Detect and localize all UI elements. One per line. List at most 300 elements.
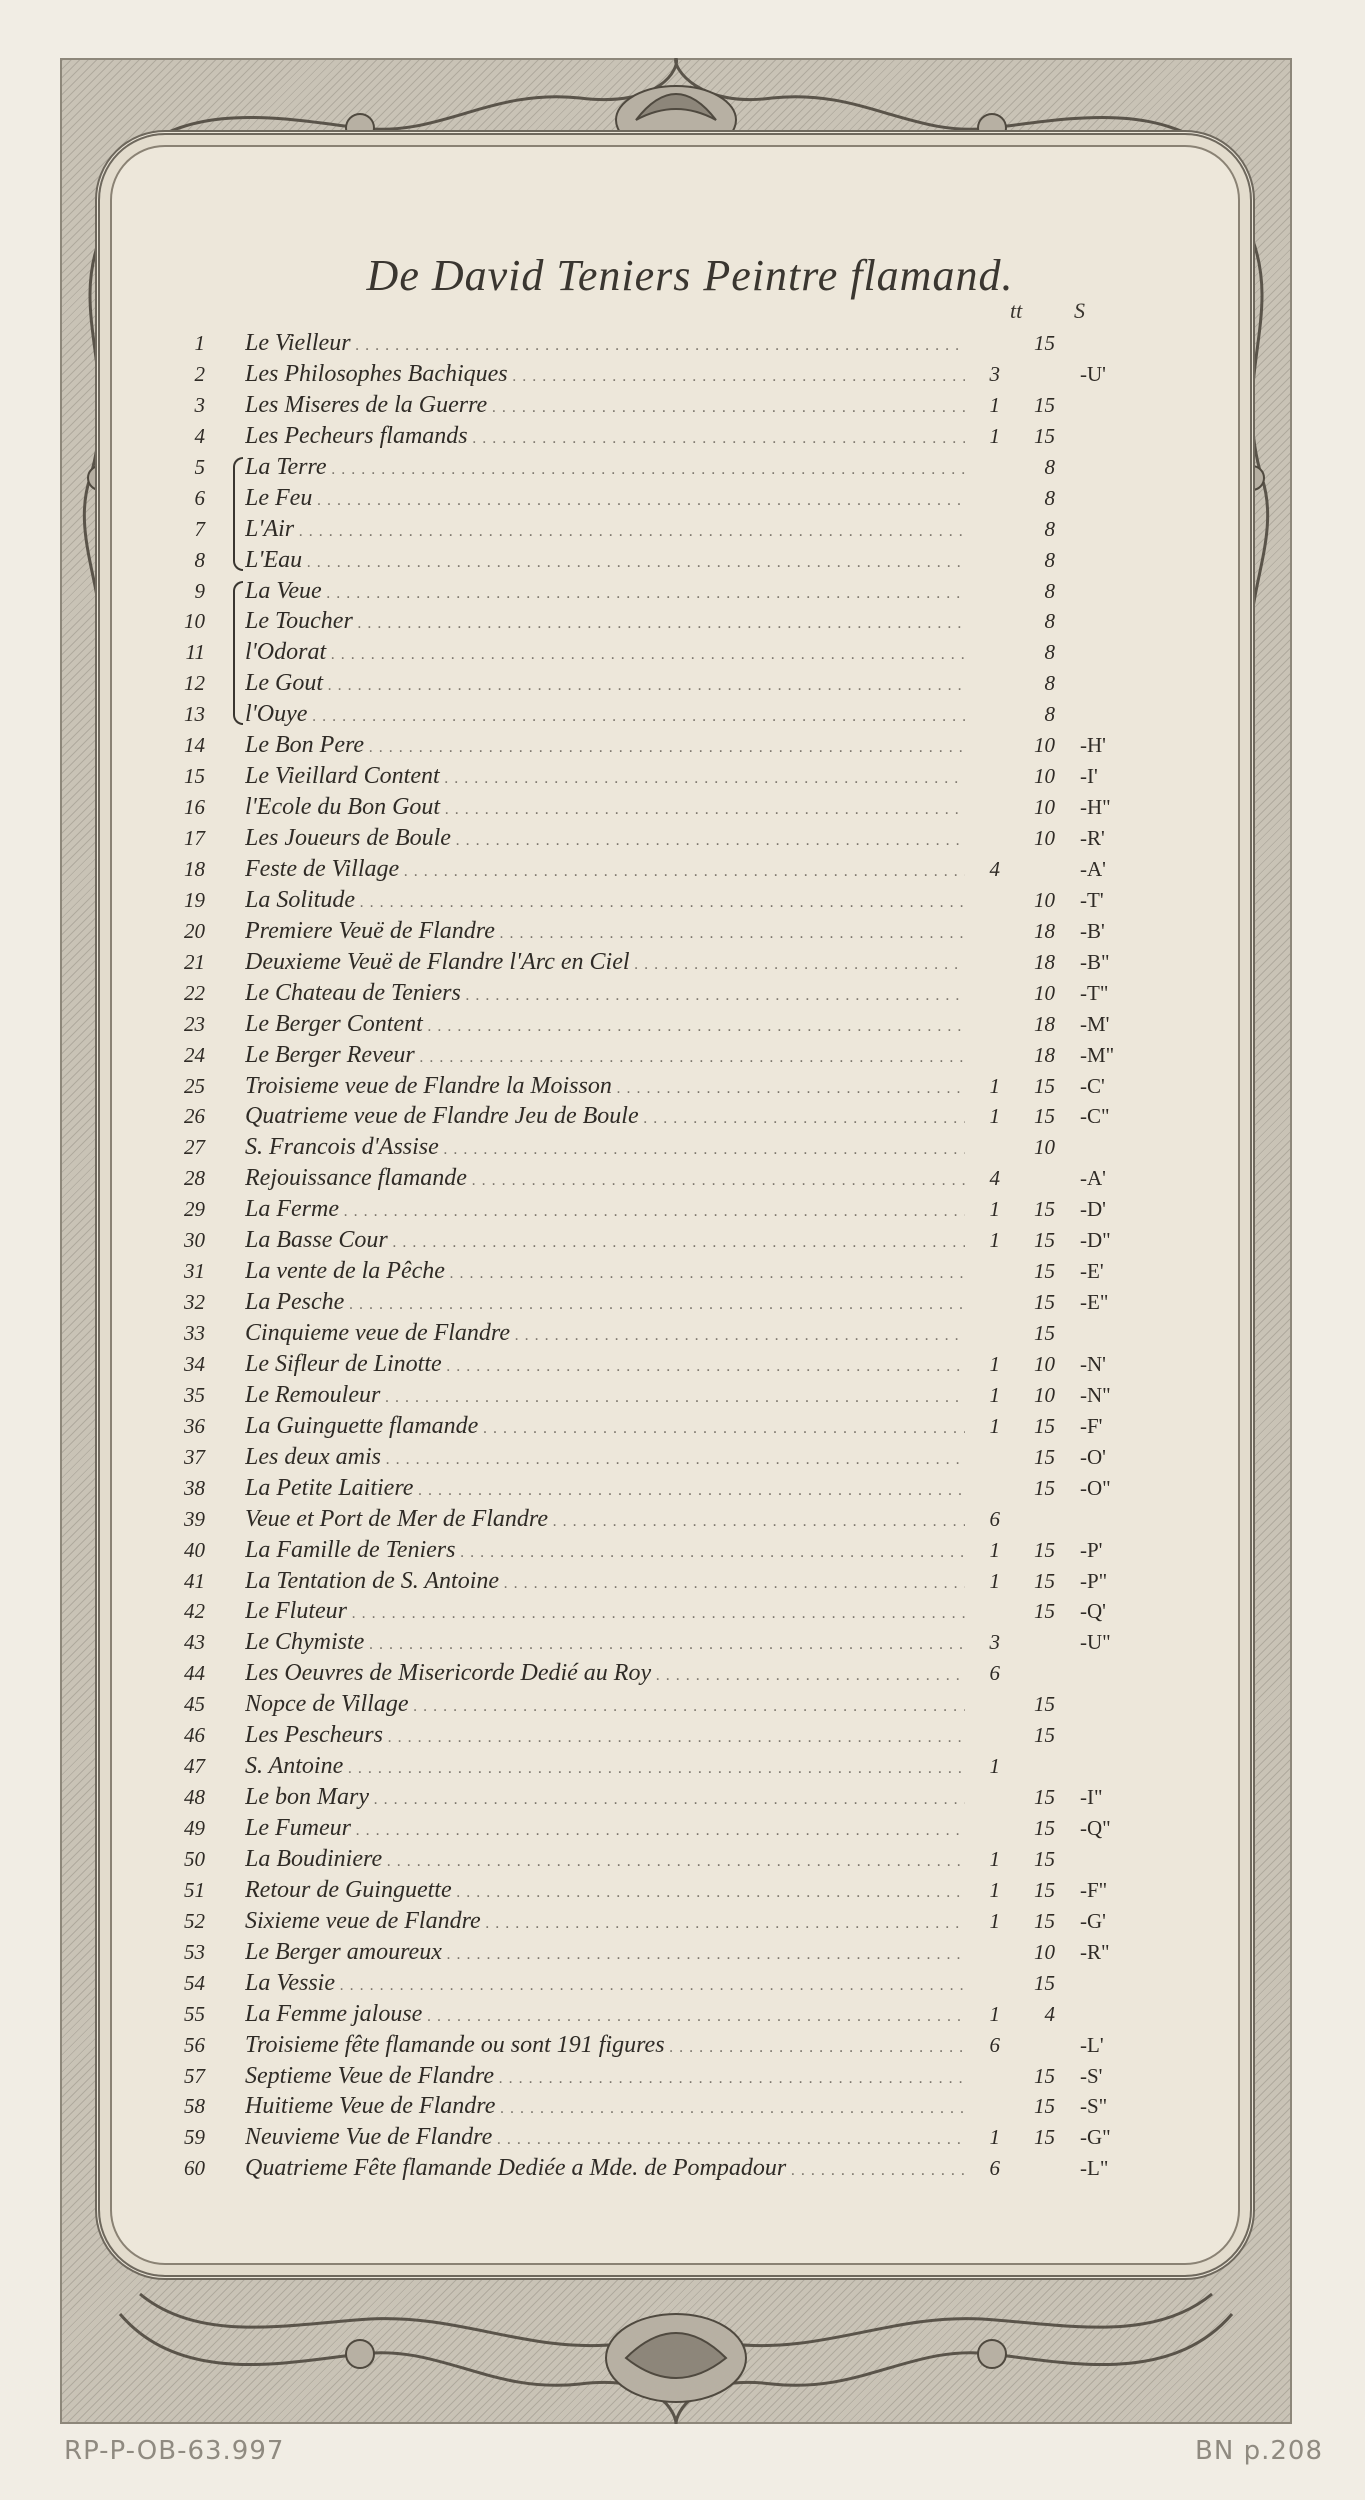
item-title: Les Philosophes Bachiques . . . — [245, 359, 965, 393]
item-title: Le Fumeur . . . — [245, 1813, 965, 1847]
item-title: La Boudiniere . . . — [245, 1844, 965, 1878]
list-item — [145, 637, 1155, 668]
list-item — [145, 1318, 1155, 1349]
item-number: 32 — [184, 1290, 205, 1315]
item-plate-mark: -H" — [1080, 795, 1111, 820]
item-price-sous: 15 — [1034, 1846, 1055, 1871]
group-brace — [233, 457, 243, 571]
item-title: Retour de Guinguette . . . — [245, 1875, 965, 1909]
item-number: 59 — [184, 2125, 205, 2150]
item-title: Le Berger amoureux . . . — [245, 1937, 965, 1971]
item-plate-mark: -U' — [1080, 361, 1106, 386]
item-title: L'Air . . . — [245, 514, 965, 548]
item-title: Le Toucher . . . — [245, 606, 965, 640]
list-item — [145, 699, 1155, 730]
item-title: Quatrieme veue de Flandre Jeu de Boule . . . — [245, 1101, 965, 1135]
item-number: 11 — [185, 640, 205, 665]
item-price-sous: 8 — [1044, 640, 1055, 665]
list-item — [145, 668, 1155, 699]
list-item — [145, 1380, 1155, 1411]
item-number: 40 — [184, 1537, 205, 1562]
item-number: 25 — [184, 1073, 205, 1098]
list-item — [145, 1473, 1155, 1504]
item-price-sous: 15 — [1034, 1475, 1055, 1500]
list-item — [145, 1937, 1155, 1968]
item-price-sous: 15 — [1034, 1785, 1055, 1810]
item-number: 58 — [184, 2094, 205, 2119]
item-title: Le Vielleur . . . — [245, 328, 965, 362]
item-price-livres: 1 — [989, 1754, 1000, 1779]
list-item — [145, 1225, 1155, 1256]
item-price-livres: 1 — [989, 1197, 1000, 1222]
item-title: Le Berger Reveur . . . — [245, 1040, 965, 1074]
item-title: S. Francois d'Assise . . . — [245, 1132, 965, 1166]
catalogue-reference: BN p.208 — [1195, 2436, 1323, 2466]
item-number: 14 — [184, 733, 205, 758]
item-price-sous: 8 — [1044, 485, 1055, 510]
item-plate-mark: -I" — [1080, 1785, 1103, 1810]
list-item — [145, 2122, 1155, 2153]
item-price-livres: 6 — [989, 2156, 1000, 2181]
item-price-sous: 15 — [1034, 1073, 1055, 1098]
list-item — [145, 452, 1155, 483]
item-plate-mark: -F" — [1080, 1877, 1108, 1902]
item-title: Le bon Mary . . . — [245, 1782, 965, 1816]
item-price-sous: 15 — [1034, 2125, 1055, 2150]
item-title: La Ferme . . . — [245, 1194, 965, 1228]
item-number: 36 — [184, 1413, 205, 1438]
item-title: Le Sifleur de Linotte . . . — [245, 1349, 965, 1383]
item-price-livres: 3 — [989, 1630, 1000, 1655]
item-price-livres: 1 — [989, 2001, 1000, 2026]
list-item — [145, 947, 1155, 978]
list-item — [145, 1504, 1155, 1535]
item-price-sous: 15 — [1034, 1197, 1055, 1222]
item-title: La Vessie . . . — [245, 1968, 965, 2002]
item-number: 28 — [184, 1166, 205, 1191]
inventory-number: RP-P-OB-63.997 — [64, 2436, 285, 2466]
item-number: 55 — [184, 2001, 205, 2026]
list-item — [145, 1875, 1155, 1906]
item-title: Les Pecheurs flamands . . . — [245, 421, 965, 455]
item-price-sous: 8 — [1044, 702, 1055, 727]
item-price-sous: 15 — [1034, 2094, 1055, 2119]
item-number: 54 — [184, 1970, 205, 1995]
list-item — [145, 1627, 1155, 1658]
item-price-livres: 1 — [989, 1908, 1000, 1933]
item-title: La Famille de Teniers . . . — [245, 1535, 965, 1569]
list-item — [145, 2061, 1155, 2092]
page-title: De David Teniers Peintre flamand. — [366, 251, 1014, 300]
item-title: Le Berger Content . . . — [245, 1009, 965, 1043]
item-plate-mark: -G" — [1080, 2125, 1111, 2150]
item-number: 52 — [184, 1908, 205, 1933]
item-title: Deuxieme Veuë de Flandre l'Arc en Ciel . . . — [245, 947, 965, 981]
item-title: l'Ouye . . . — [245, 699, 965, 733]
item-price-sous: 15 — [1034, 1444, 1055, 1469]
item-number: 42 — [184, 1599, 205, 1624]
item-title: La Guinguette flamande . . . — [245, 1411, 965, 1445]
item-title: L'Eau . . . — [245, 545, 965, 579]
list-item — [145, 1040, 1155, 1071]
livres-header: tt — [1010, 298, 1023, 323]
item-number: 4 — [194, 423, 205, 448]
list-item — [145, 1813, 1155, 1844]
list-item — [145, 1689, 1155, 1720]
list-item — [145, 606, 1155, 637]
item-price-sous: 8 — [1044, 609, 1055, 634]
item-plate-mark: -L' — [1080, 2032, 1104, 2057]
list-item — [145, 1999, 1155, 2030]
item-price-sous: 18 — [1034, 1011, 1055, 1036]
item-price-livres: 6 — [989, 1661, 1000, 1686]
item-plate-mark: -P' — [1080, 1537, 1103, 1562]
item-price-livres: 1 — [989, 392, 1000, 417]
item-number: 34 — [184, 1351, 205, 1376]
item-price-livres: 4 — [989, 1166, 1000, 1191]
item-price-sous: 15 — [1034, 1599, 1055, 1624]
item-plate-mark: -M' — [1080, 1011, 1110, 1036]
item-price-sous: 15 — [1034, 1692, 1055, 1717]
item-number: 35 — [184, 1382, 205, 1407]
item-number: 44 — [184, 1661, 205, 1686]
item-plate-mark: -D' — [1080, 1197, 1106, 1222]
item-plate-mark: -C' — [1080, 1073, 1105, 1098]
item-plate-mark: -I' — [1080, 764, 1098, 789]
item-title: Sixieme veue de Flandre . . . — [245, 1906, 965, 1940]
item-title: Le Fluteur . . . — [245, 1596, 965, 1630]
item-number: 26 — [184, 1104, 205, 1129]
item-price-sous: 10 — [1034, 1939, 1055, 1964]
list-item — [145, 545, 1155, 576]
item-number: 51 — [184, 1877, 205, 1902]
item-title: La Basse Cour . . . — [245, 1225, 965, 1259]
list-item — [145, 328, 1155, 359]
item-plate-mark: -F' — [1080, 1413, 1103, 1438]
item-title: La Petite Laitiere . . . — [245, 1473, 965, 1507]
item-title: La Terre . . . — [245, 452, 965, 486]
list-item — [145, 823, 1155, 854]
list-item — [145, 1194, 1155, 1225]
list-item — [145, 1720, 1155, 1751]
item-number: 15 — [184, 764, 205, 789]
item-number: 56 — [184, 2032, 205, 2057]
list-item — [145, 1349, 1155, 1380]
list-item — [145, 390, 1155, 421]
item-plate-mark: -Q' — [1080, 1599, 1106, 1624]
item-price-livres: 1 — [989, 1104, 1000, 1129]
list-item — [145, 792, 1155, 823]
item-plate-mark: -O' — [1080, 1444, 1106, 1469]
item-price-livres: 1 — [989, 423, 1000, 448]
item-number: 20 — [184, 918, 205, 943]
item-title: La vente de la Pêche . . . — [245, 1256, 965, 1290]
item-plate-mark: -O" — [1080, 1475, 1111, 1500]
list-item — [145, 1287, 1155, 1318]
item-number: 3 — [194, 392, 205, 417]
list-item — [145, 854, 1155, 885]
list-item — [145, 730, 1155, 761]
item-price-sous: 15 — [1034, 1413, 1055, 1438]
list-item — [145, 483, 1155, 514]
item-price-sous: 8 — [1044, 516, 1055, 541]
item-number: 43 — [184, 1630, 205, 1655]
item-price-sous: 18 — [1034, 918, 1055, 943]
item-plate-mark: -A' — [1080, 1166, 1106, 1191]
item-number: 19 — [184, 887, 205, 912]
item-plate-mark: -D" — [1080, 1228, 1111, 1253]
item-number: 29 — [184, 1197, 205, 1222]
list-item — [145, 1101, 1155, 1132]
item-title: Le Gout . . . — [245, 668, 965, 702]
item-plate-mark: -B" — [1080, 949, 1110, 974]
item-price-livres: 1 — [989, 1073, 1000, 1098]
list-item — [145, 514, 1155, 545]
item-number: 53 — [184, 1939, 205, 1964]
item-number: 6 — [194, 485, 205, 510]
item-price-livres: 1 — [989, 1846, 1000, 1871]
item-title: La Veue . . . — [245, 576, 965, 610]
item-price-sous: 10 — [1034, 980, 1055, 1005]
item-title: Neuvieme Vue de Flandre . . . — [245, 2122, 965, 2156]
item-price-sous: 8 — [1044, 454, 1055, 479]
item-price-sous: 10 — [1034, 764, 1055, 789]
item-price-sous: 15 — [1034, 1908, 1055, 1933]
item-title: Troisieme fête flamande ou sont 191 figures . . . — [245, 2030, 965, 2064]
list-item — [145, 1411, 1155, 1442]
item-plate-mark: -E" — [1080, 1290, 1109, 1315]
item-title: La Pesche . . . — [245, 1287, 965, 1321]
list-item — [145, 1968, 1155, 1999]
item-number: 12 — [184, 671, 205, 696]
item-price-livres: 1 — [989, 1877, 1000, 1902]
item-number: 57 — [184, 2063, 205, 2088]
item-price-livres: 6 — [989, 2032, 1000, 2057]
item-number: 45 — [184, 1692, 205, 1717]
item-title: Le Remouleur . . . — [245, 1380, 965, 1414]
item-number: 17 — [184, 826, 205, 850]
item-number: 37 — [184, 1444, 205, 1469]
item-number: 1 — [194, 331, 205, 355]
item-price-sous: 15 — [1034, 1723, 1055, 1748]
list-item — [145, 2030, 1155, 2061]
list-item — [145, 1071, 1155, 1102]
item-number: 60 — [184, 2156, 205, 2181]
item-price-livres: 1 — [989, 1537, 1000, 1562]
item-plate-mark: -M" — [1080, 1042, 1115, 1067]
item-number: 50 — [184, 1846, 205, 1871]
item-title: Huitieme Veue de Flandre . . . — [245, 2091, 965, 2125]
item-plate-mark: -S' — [1080, 2063, 1103, 2088]
list-item — [145, 1566, 1155, 1597]
item-number: 41 — [184, 1568, 205, 1593]
item-plate-mark: -S" — [1080, 2094, 1108, 2119]
item-title: Les Joueurs de Boule . . . — [245, 823, 965, 857]
list-item — [145, 1535, 1155, 1566]
item-price-sous: 8 — [1044, 671, 1055, 696]
item-price-sous: 10 — [1034, 733, 1055, 758]
item-price-sous: 10 — [1034, 1382, 1055, 1407]
item-price-livres: 3 — [989, 361, 1000, 386]
item-plate-mark: -E' — [1080, 1259, 1104, 1284]
item-price-livres: 6 — [989, 1506, 1000, 1531]
list-item — [145, 576, 1155, 607]
item-title: l'Ecole du Bon Gout . . . — [245, 792, 965, 826]
list-item — [145, 1163, 1155, 1194]
item-price-sous: 8 — [1044, 578, 1055, 603]
item-number: 46 — [184, 1723, 205, 1748]
list-item — [145, 1906, 1155, 1937]
item-number: 2 — [194, 361, 205, 386]
item-price-sous: 15 — [1034, 1537, 1055, 1562]
group-brace — [233, 581, 243, 726]
item-title: Veue et Port de Mer de Flandre . . . — [245, 1504, 965, 1538]
list-item — [145, 2153, 1155, 2184]
item-number: 8 — [194, 547, 205, 572]
item-number: 38 — [184, 1475, 205, 1500]
list-item — [145, 916, 1155, 947]
item-title: Nopce de Village . . . — [245, 1689, 965, 1723]
item-number: 13 — [184, 702, 205, 727]
item-number: 23 — [184, 1011, 205, 1036]
item-plate-mark: -A' — [1080, 856, 1106, 881]
list-item — [145, 761, 1155, 792]
item-title: Quatrieme Fête flamande Dediée a Mde. de Pompadour . . . — [245, 2153, 965, 2187]
item-number: 16 — [184, 795, 205, 820]
item-price-sous: 15 — [1034, 331, 1055, 355]
item-number: 39 — [184, 1506, 205, 1531]
item-plate-mark: -B' — [1080, 918, 1105, 943]
item-price-sous: 10 — [1034, 795, 1055, 820]
item-price-sous: 15 — [1034, 1228, 1055, 1253]
item-title: Les deux amis . . . — [245, 1442, 965, 1476]
item-title: Rejouissance flamande . . . — [245, 1163, 965, 1197]
item-title: Cinquieme veue de Flandre . . . — [245, 1318, 965, 1352]
item-title: Les Pescheurs . . . — [245, 1720, 965, 1754]
item-plate-mark: -C" — [1080, 1104, 1110, 1129]
item-price-sous: 15 — [1034, 1970, 1055, 1995]
item-price-sous: 10 — [1034, 1135, 1055, 1160]
list-item — [145, 359, 1155, 390]
item-number: 33 — [184, 1321, 205, 1345]
item-number: 5 — [194, 454, 205, 479]
item-number: 10 — [184, 609, 205, 634]
item-price-sous: 15 — [1034, 1877, 1055, 1902]
item-title: Le Chateau de Teniers . . . — [245, 978, 965, 1012]
item-title: S. Antoine . . . — [245, 1751, 965, 1785]
item-price-sous: 18 — [1034, 949, 1055, 974]
item-price-livres: 1 — [989, 1413, 1000, 1438]
list-item — [145, 1442, 1155, 1473]
item-price-sous: 15 — [1034, 1259, 1055, 1284]
item-plate-mark: -N' — [1080, 1351, 1106, 1376]
item-number: 48 — [184, 1785, 205, 1810]
list-item — [145, 1782, 1155, 1813]
list-item — [145, 978, 1155, 1009]
item-price-sous: 10 — [1034, 1351, 1055, 1376]
item-plate-mark: -R' — [1080, 826, 1105, 850]
item-price-sous: 10 — [1034, 887, 1055, 912]
item-number: 21 — [184, 949, 205, 974]
item-price-livres: 1 — [989, 1351, 1000, 1376]
list-item — [145, 1132, 1155, 1163]
item-price-livres: 1 — [989, 1568, 1000, 1593]
item-plate-mark: -G' — [1080, 1908, 1106, 1933]
item-number: 31 — [184, 1259, 205, 1284]
list-item — [145, 1009, 1155, 1040]
item-number: 30 — [184, 1228, 205, 1253]
item-price-sous: 15 — [1034, 2063, 1055, 2088]
item-title: Feste de Village . . . — [245, 854, 965, 888]
item-price-livres: 4 — [989, 856, 1000, 881]
item-number: 22 — [184, 980, 205, 1005]
item-price-sous: 15 — [1034, 1568, 1055, 1593]
item-price-sous: 10 — [1034, 826, 1055, 850]
sous-header: S — [1074, 298, 1085, 323]
item-plate-mark: -L" — [1080, 2156, 1109, 2181]
item-plate-mark: -N" — [1080, 1382, 1111, 1407]
item-price-sous: 4 — [1044, 2001, 1055, 2026]
item-price-sous: 15 — [1034, 1321, 1055, 1345]
item-title: La Femme jalouse . . . — [245, 1999, 965, 2033]
item-price-sous: 15 — [1034, 1290, 1055, 1315]
item-price-sous: 8 — [1044, 547, 1055, 572]
item-title: Le Feu . . . — [245, 483, 965, 517]
item-number: 27 — [184, 1135, 205, 1160]
item-plate-mark: -H' — [1080, 733, 1106, 758]
item-title: Le Bon Pere . . . — [245, 730, 965, 764]
item-number: 7 — [194, 516, 205, 541]
item-price-livres: 1 — [989, 2125, 1000, 2150]
list-item — [145, 885, 1155, 916]
item-number: 49 — [184, 1816, 205, 1840]
item-plate-mark: -R" — [1080, 1939, 1110, 1964]
list-item — [145, 1751, 1155, 1782]
item-price-sous: 15 — [1034, 1104, 1055, 1129]
unit-header — [1010, 298, 1100, 328]
item-plate-mark: -T" — [1080, 980, 1109, 1005]
list-item — [145, 1844, 1155, 1875]
item-plate-mark: -Q" — [1080, 1816, 1111, 1840]
item-number: 47 — [184, 1754, 205, 1779]
item-title: Les Oeuvres de Misericorde Dedié au Roy . . . — [245, 1658, 965, 1692]
item-price-livres: 1 — [989, 1228, 1000, 1253]
item-plate-mark: -P" — [1080, 1568, 1108, 1593]
item-price-sous: 15 — [1034, 1816, 1055, 1840]
list-item — [145, 1596, 1155, 1627]
item-title: Le Chymiste . . . — [245, 1627, 965, 1661]
item-title: Premiere Veuë de Flandre . . . — [245, 916, 965, 950]
item-title: l'Odorat . . . — [245, 637, 965, 671]
item-number: 24 — [184, 1042, 205, 1067]
item-title: Le Vieillard Content . . . — [245, 761, 965, 795]
item-title: Les Miseres de la Guerre . . . — [245, 390, 965, 424]
item-price-sous: 18 — [1034, 1042, 1055, 1067]
item-price-livres: 1 — [989, 1382, 1000, 1407]
item-price-sous: 15 — [1034, 392, 1055, 417]
item-title: Troisieme veue de Flandre la Moisson . . . — [245, 1071, 965, 1105]
item-title: Septieme Veue de Flandre . . . — [245, 2061, 965, 2095]
list-item — [145, 2091, 1155, 2122]
item-number: 9 — [194, 578, 205, 603]
item-plate-mark: -T' — [1080, 887, 1104, 912]
item-title: La Solitude . . . — [245, 885, 965, 919]
list-item — [145, 421, 1155, 452]
item-price-sous: 15 — [1034, 423, 1055, 448]
list-item — [145, 1658, 1155, 1689]
item-plate-mark: -U" — [1080, 1630, 1111, 1655]
list-item — [145, 1256, 1155, 1287]
